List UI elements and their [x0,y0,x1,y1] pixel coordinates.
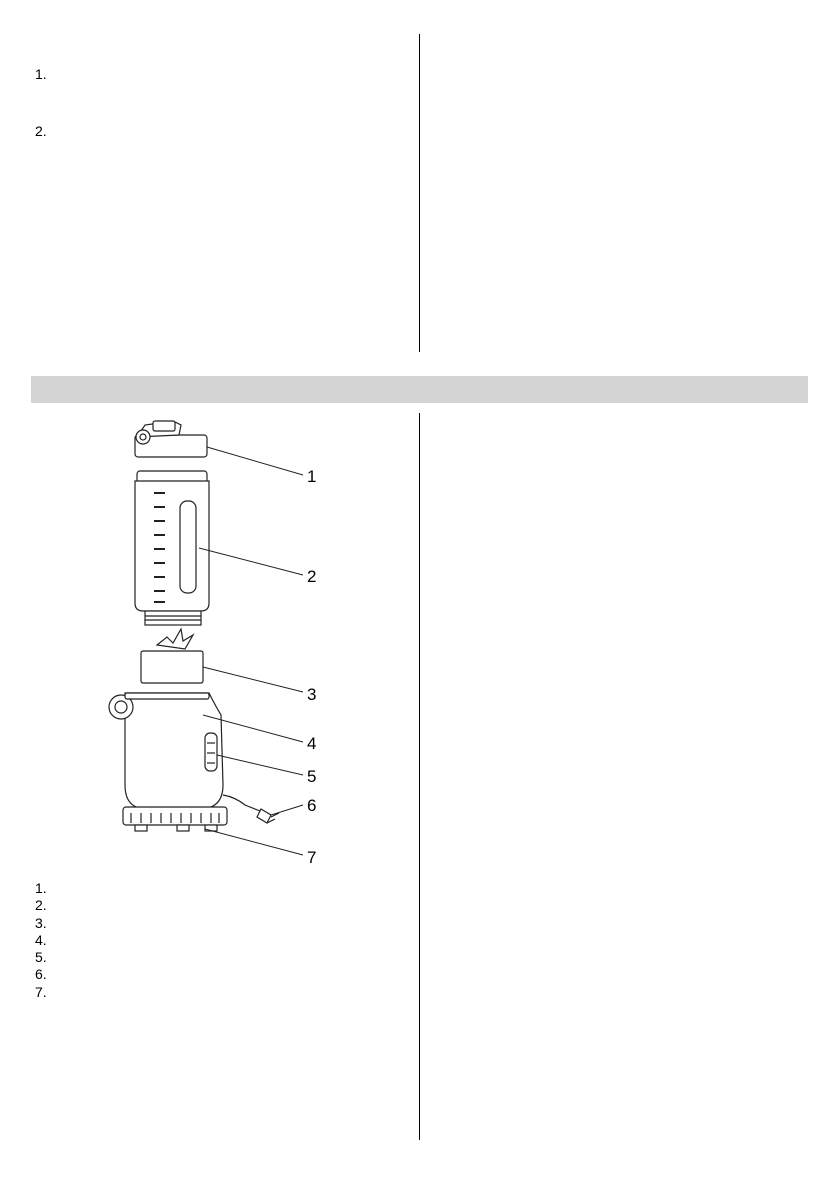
legend-item-5: 5. [35,949,47,966]
blade-unit-illustration [141,629,203,683]
parts-legend [35,880,47,1001]
top-list-item-2: 2. [35,123,47,139]
callout-number-1: 1 [307,467,317,486]
column-divider-top [419,34,420,352]
column-divider-bottom [419,413,420,1140]
callout-number-4: 4 [307,734,317,753]
top-list-item-1: 1. [35,66,47,82]
callout-number-2: 2 [307,567,317,586]
callout-number-5: 5 [307,767,317,786]
bottle-illustration [135,471,209,625]
base-illustration [109,693,279,831]
lid-illustration [135,421,207,457]
callout-number-6: 6 [307,796,317,815]
legend-item-3: 3. [35,914,47,931]
legend-item-4: 4. [35,931,47,948]
legend-item-6: 6. [35,966,47,983]
callout-number-3: 3 [307,685,317,704]
callout-number-7: 7 [307,848,317,865]
legend-item-1: 1. [35,880,47,896]
legend-item-7: 7. [35,983,47,1000]
section-heading-band [31,376,808,403]
legend-item-2: 2. [35,897,47,914]
product-diagram [95,415,345,865]
